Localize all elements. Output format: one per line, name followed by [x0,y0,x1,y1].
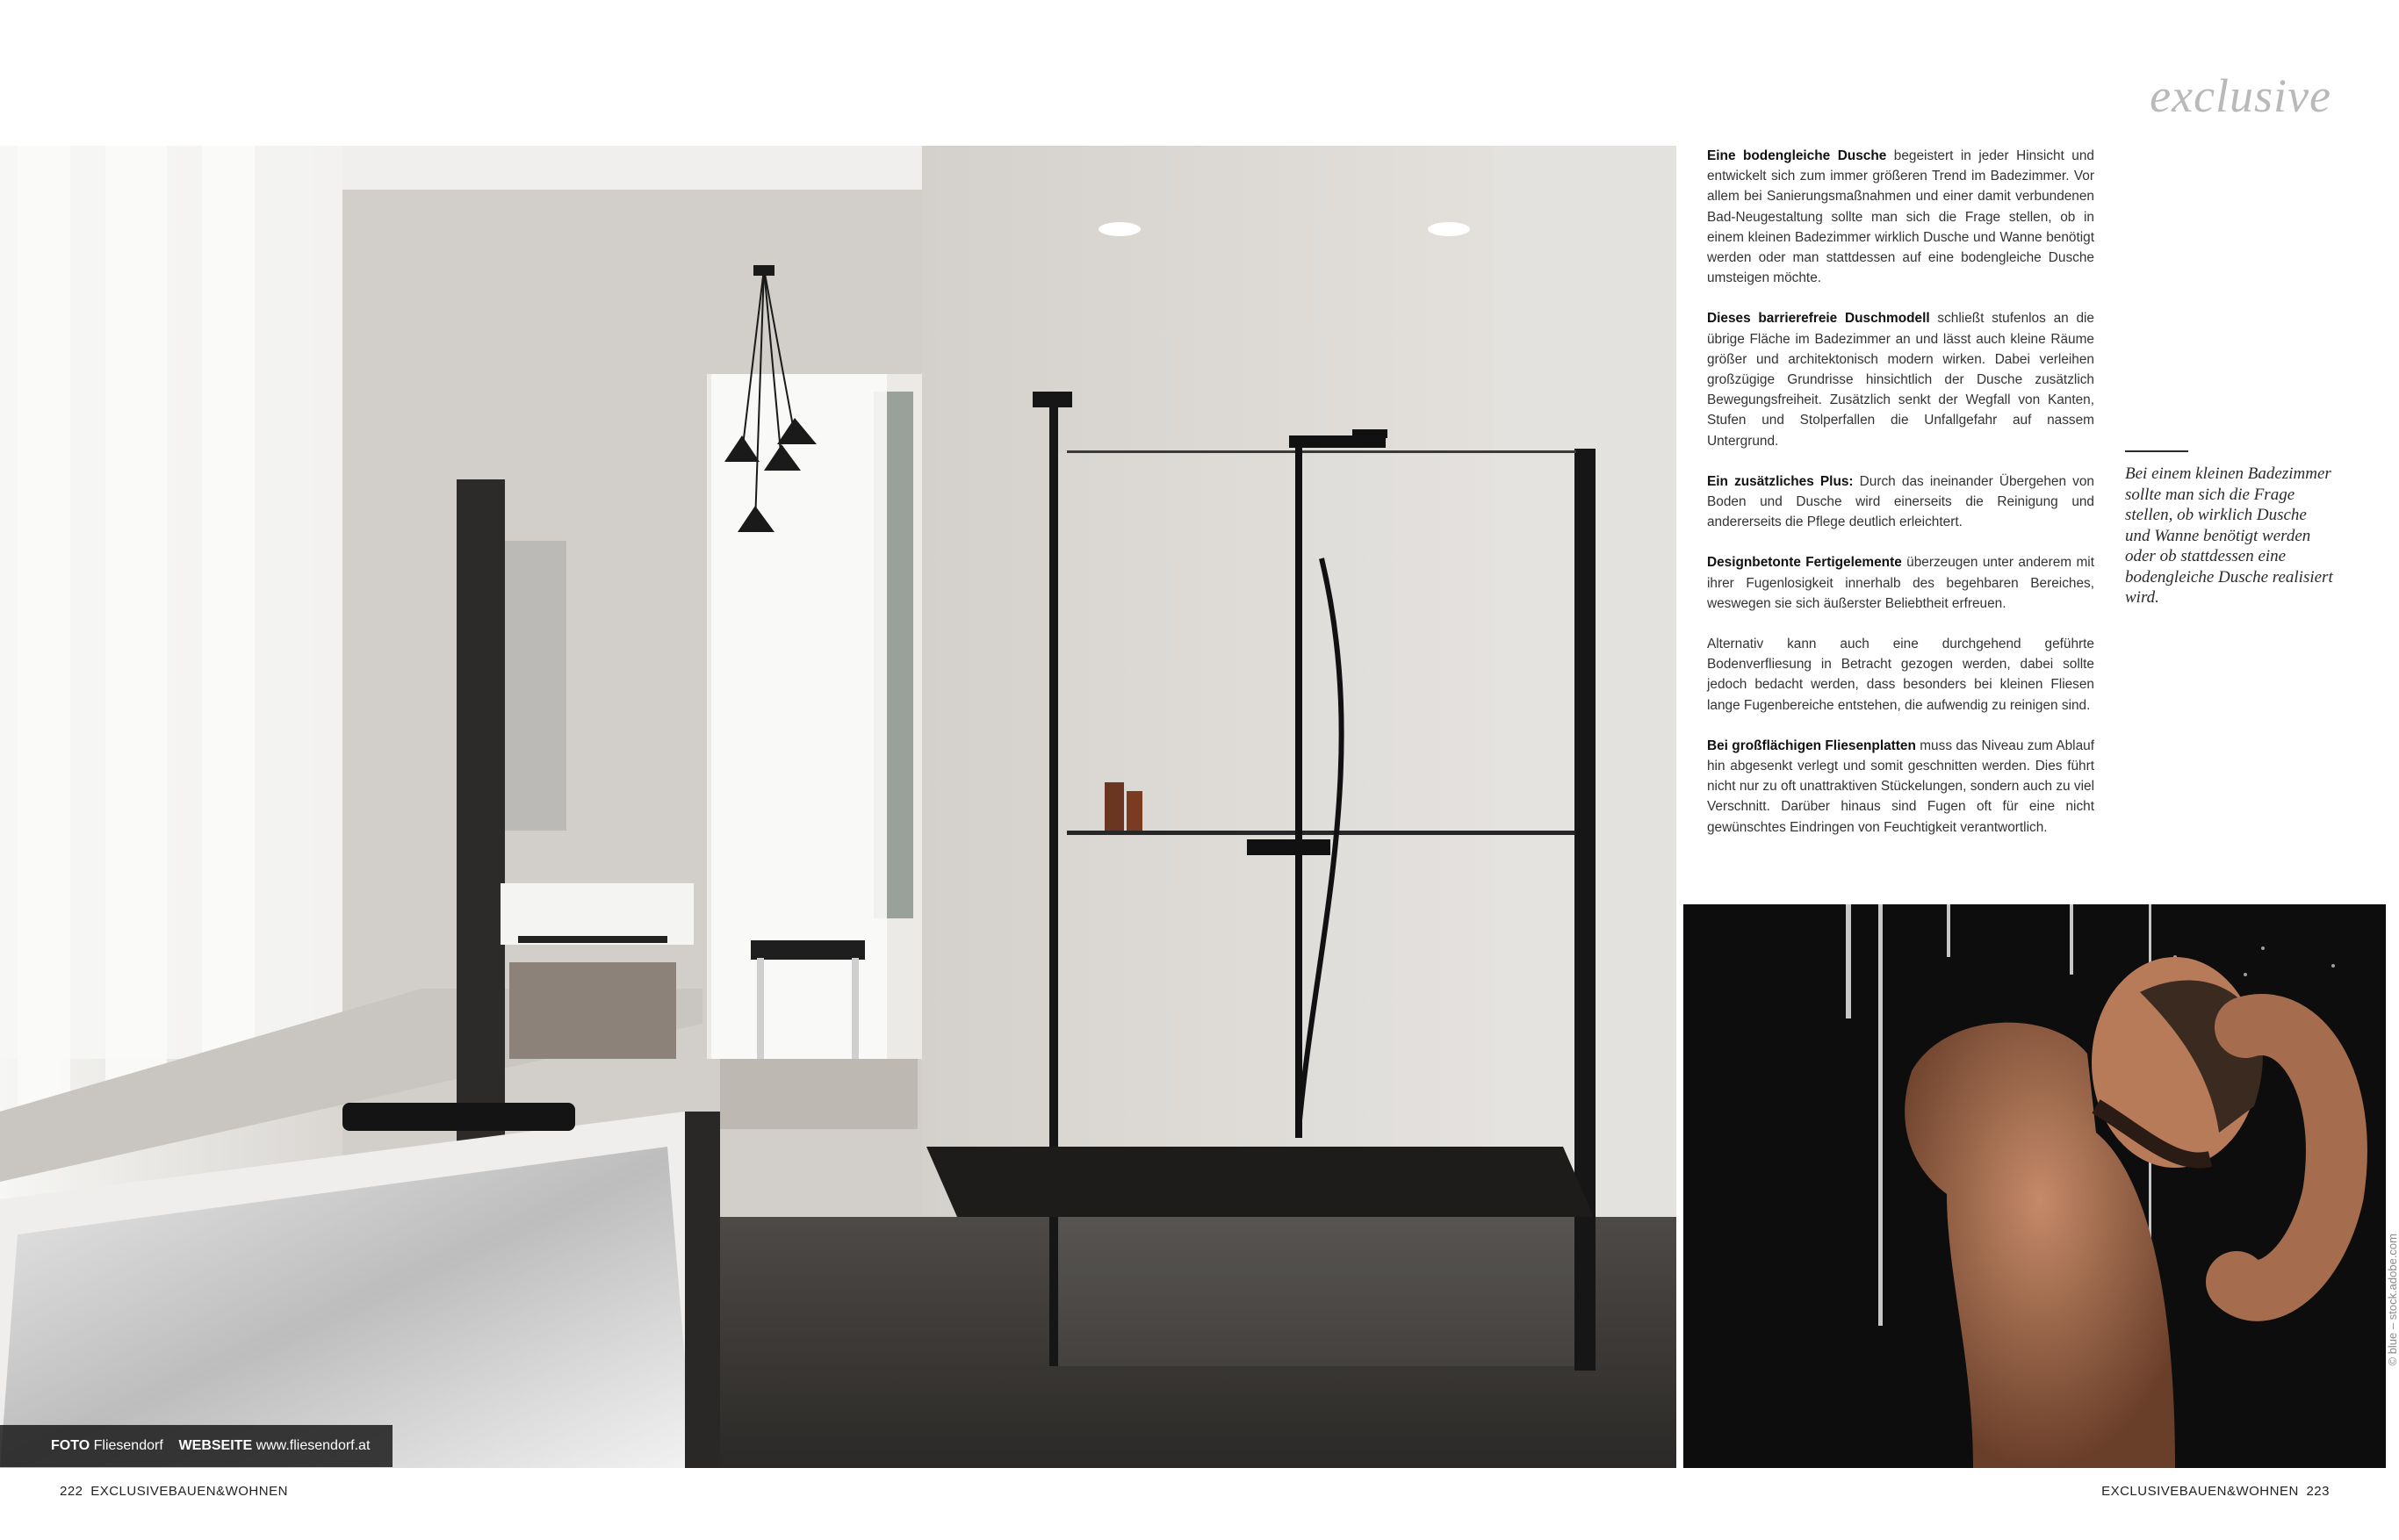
photo-credit-box [0,1425,393,1467]
website-label: WEBSEITE [178,1438,253,1453]
pull-quote: Bei einem kleinen Badezimmer sollte man sich die Frage stellen, ob wirklich Dusche und Wanne benötigt werden oder ob stattdessen eine bodengleiche Dusche realisiert wird. [2125,464,2333,607]
paragraph-text: überzeugen unter anderem mit ihrer Fugenlosigkeit innerhalb des begehbaren Bereiches, weswegen sie sich äußerster Beliebtheit erfreuen. [1707,555,2094,611]
website-link[interactable]: www.fliesendorf.at [256,1438,371,1453]
paragraph-text: muss das Niveau zum Ablauf hin abgesenkt verlegt und somit geschnitten werden. Dies führt nicht nur zu oft unattraktiven Stückelungen, sondern auch zu viel Verschnitt. Darüber hinaus sind Fugen oft für eine nicht gewünschtes Eindringen von Feuchtigkeit verantwortlich. [1707,738,2094,835]
magazine-brand-mark: exclusive [2150,69,2331,122]
article-paragraph [1707,146,2094,288]
bathroom-photo [0,146,1676,1468]
page-number-left: 222 [60,1484,83,1499]
magazine-name-left: EXCLUSIVEBAUEN&WOHNEN [90,1484,288,1499]
article-paragraph [1707,634,2094,716]
article-body [1707,146,2094,858]
shower-man-photo [1683,904,2386,1468]
footer-left [56,1484,288,1499]
paragraph-lead: Ein zusätzliches Plus: [1707,473,1854,489]
article-paragraph [1707,552,2094,614]
footer-right [2101,1484,2333,1499]
side-photo-credit: © blue – stock.adobe.com [2386,1234,2399,1366]
article-paragraph [1707,736,2094,838]
paragraph-lead: Designbetonte Fertigelemente [1707,555,1902,571]
paragraph-text: begeistert in jeder Hinsicht und entwickelt sich zum immer größeren Trend im Badezimmer. Vor allem bei Sanierungsmaßnahmen und einer damit verbundenen Bad-Neugestaltung sollte man sich die Frage stellen, ob in einem kleinen Badezimmer wirklich Dusche und Wanne benötigt werden oder man stattdessen auf eine bodengleiche Dusche umsteigen möchte. [1707,148,2094,286]
article-paragraph [1707,471,2094,533]
paragraph-lead: Dieses barrierefreie Duschmodell [1707,311,1930,327]
page-number-right: 223 [2306,1484,2330,1499]
magazine-name-right: EXCLUSIVEBAUEN&WOHNEN [2101,1484,2299,1499]
paragraph-text: Alternativ kann auch eine durchgehend geführte Bodenverfliesung in Betracht gezogen werden, dabei sollte jedoch bedacht werden, dass besonders bei kleinen Fliesen lange Fugenbereiche entstehen, die aufwendig zu reinigen sind. [1707,637,2094,713]
paragraph-text: Durch das ineinander Übergehen von Boden und Dusche wird einerseits die Reinigung und andererseits die Pflege deutlich erleichtert. [1707,473,2094,530]
pull-quote-rule [2125,450,2188,452]
paragraph-text: schließt stufenlos an die übrige Fläche im Badezimmer an und lässt auch kleine Räume größer und architektonisch modern wirken. Dabei verleihen großzügige Grundrisse hinsichtlich der Dusche zusätzlich Bewegungsfreiheit. Zusätzlich senkt der Wegfall von Kanten, Stufen und Stolperfallen die Unfallgefahr auf nassem Untergrund. [1707,311,2094,449]
credit-value: Fliesendorf [93,1438,163,1453]
paragraph-lead: Eine bodengleiche Dusche [1707,148,1887,163]
article-paragraph [1707,308,2094,450]
credit-label: FOTO [51,1438,90,1453]
paragraph-lead: Bei großflächigen Fliesenplatten [1707,738,1916,753]
